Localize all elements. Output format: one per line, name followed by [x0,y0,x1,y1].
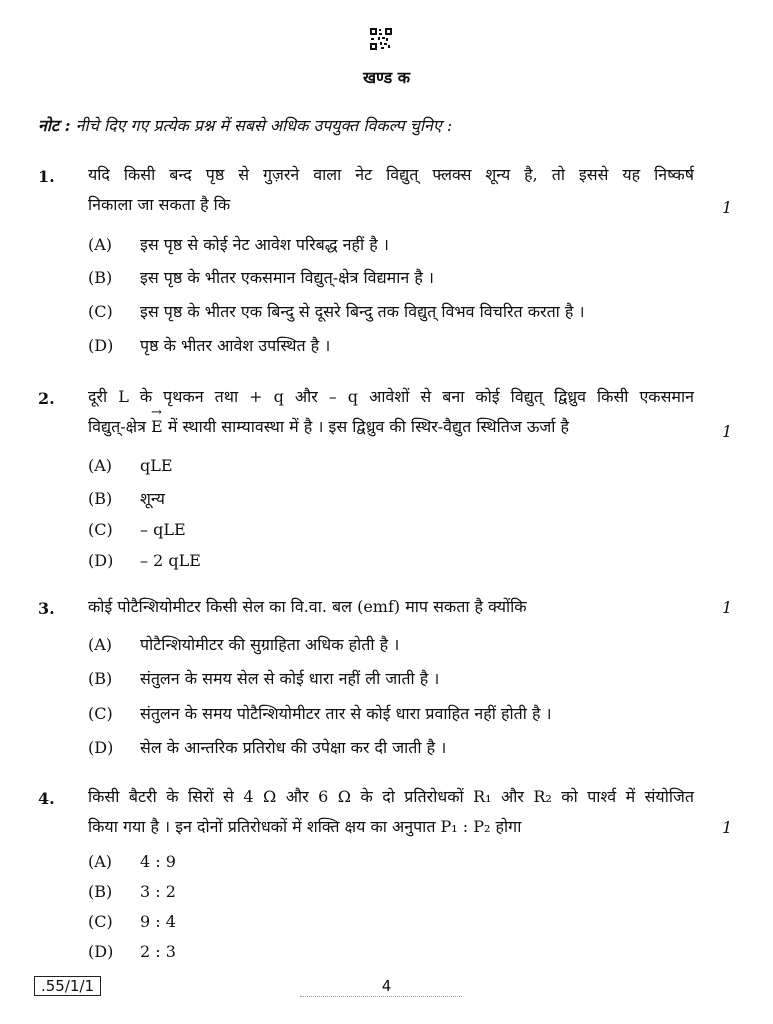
question-3-option-b [88,667,439,689]
option-label: (A) [88,852,113,871]
note-text: नीचे दिए गए प्रत्येक प्रश्न में सबसे अधिक उपयुक्त विकल्प चुनिए : [75,116,453,135]
option-label: (B) [88,882,113,901]
section-title: खण्ड क [362,68,411,87]
option-text: 3 : 2 [140,882,176,901]
option-label: (C) [88,302,113,321]
question-1-line-1: यदि किसी बन्द पृष्ठ से गुज़रने वाला नेट विद्युत् फ्लक्स शून्य है, तो इससे यह निष्कर्ष [88,165,694,184]
option-label: (C) [88,520,113,539]
option-label: (D) [88,738,114,757]
option-label: (B) [88,268,113,287]
question-1-text [88,160,694,220]
question-1-marks: 1 [722,198,733,217]
option-text: – 2 qLE [140,551,201,570]
paper-code: .55/1/1 [34,976,101,996]
question-1-option-c [88,300,585,322]
question-1-option-a [88,233,389,255]
option-label: (D) [88,551,114,570]
question-2-line-1: दूरी L के पृथकन तथा + q और – q आवेशों से बना कोई विद्युत् द्विध्रुव किसी एकसमान [88,387,694,406]
page-number: 4 [381,977,392,995]
question-2-marks: 1 [722,422,733,441]
question-3-text [88,592,694,622]
question-4-marks: 1 [722,818,733,837]
question-2-option-a [88,456,173,475]
question-3-marks: 1 [722,598,733,617]
option-text: 9 : 4 [140,912,176,931]
option-label: (A) [88,235,113,254]
question-2-option-b [88,487,165,509]
question-2-line-2-post: में स्थायी साम्यावस्था में है । इस द्विध्रुव की स्थिर-वैद्युत स्थितिज ऊर्जा है [162,417,569,436]
option-label: (B) [88,489,113,508]
option-text: इस पृष्ठ के भीतर एकसमान विद्युत्-क्षेत्र विद्यमान है । [140,268,434,287]
question-4-option-a [88,852,176,871]
question-3-option-a [88,633,399,655]
question-4-line-2: किया गया है । इन दोनों प्रतिरोधकों में शक्ति क्षय का अनुपात P₁ : P₂ होगा [88,817,522,836]
question-2-option-c [88,520,186,539]
question-1-option-d [88,334,330,356]
option-text: संतुलन के समय पोटैन्शियोमीटर तार से कोई धारा प्रवाहित नहीं होती है । [140,704,552,723]
option-text: शून्य [140,489,165,508]
option-label: (D) [88,336,114,355]
question-1-number: 1. [38,167,55,186]
question-4-line-1: किसी बैटरी के सिरों से 4 Ω और 6 Ω के दो प्रतिरोधकों R₁ और R₂ को पार्श्व में संयोजित [88,787,694,806]
question-3-option-c [88,702,552,724]
question-2-number: 2. [38,389,55,408]
option-text: – qLE [140,520,186,539]
option-text: 4 : 9 [140,852,176,871]
option-label: (C) [88,704,113,723]
qr-code-icon [370,28,392,50]
question-2-line-2 [88,412,694,442]
option-text: 2 : 3 [140,942,176,961]
option-label: (B) [88,669,113,688]
question-2-option-d [88,551,201,570]
question-4-option-c [88,912,176,931]
footer-divider [300,996,462,997]
question-3-number: 3. [38,599,55,618]
option-text: इस पृष्ठ के भीतर एक बिन्दु से दूसरे बिन्दु तक विद्युत् विभव विचरित करता है । [140,302,585,321]
option-label: (A) [88,456,113,475]
option-label: (C) [88,912,113,931]
question-4-text [88,782,694,842]
instruction-note [38,114,452,136]
question-3-option-d [88,736,446,758]
question-3-line-1: कोई पोटैन्शियोमीटर किसी सेल का वि.वा. बल (emf) माप सकता है क्योंकि [88,597,527,616]
option-text: इस पृष्ठ से कोई नेट आवेश परिबद्ध नहीं है । [140,235,389,254]
option-text: qLE [140,456,173,475]
option-text: पृष्ठ के भीतर आवेश उपस्थित है । [140,336,331,355]
question-2-line-2-pre: विद्युत्-क्षेत्र [88,417,152,436]
option-label: (A) [88,635,113,654]
question-4-option-d [88,942,176,961]
question-4-number: 4. [38,789,55,808]
electric-field-vector: → E [151,412,163,442]
option-text: पोटैन्शियोमीटर की सुग्राहिता अधिक होती है । [140,635,400,654]
option-text: सेल के आन्तरिक प्रतिरोध की उपेक्षा कर दी जाती है । [140,738,447,757]
question-1-option-b [88,266,434,288]
question-4-option-b [88,882,176,901]
question-1-line-2: निकाला जा सकता है कि [88,195,231,214]
option-label: (D) [88,942,114,961]
question-2-text [88,382,694,442]
option-text: संतुलन के समय सेल से कोई धारा नहीं ली जाती है । [140,669,440,688]
note-label: नोट : [38,116,71,135]
